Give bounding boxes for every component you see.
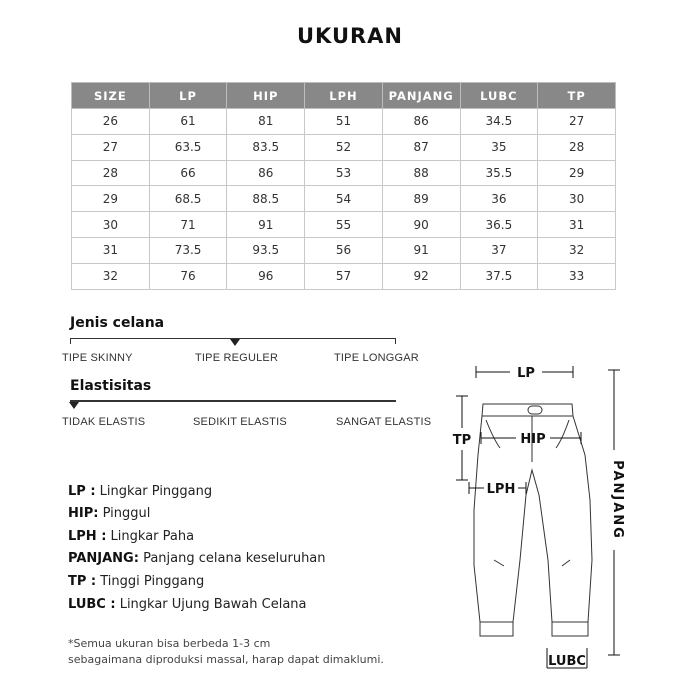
col-tp-header: TP — [538, 83, 616, 109]
table-cell: 81 — [227, 109, 305, 135]
table-cell: 51 — [305, 109, 383, 135]
table-cell: 73.5 — [149, 237, 227, 263]
table-cell: 35.5 — [460, 160, 538, 186]
legend-item-lp: LP : Lingkar Pinggang — [68, 484, 213, 499]
table-cell: 54 — [305, 186, 383, 212]
col-hip-header: HIP — [227, 83, 305, 109]
diagram-label-panjang: PANJANG — [610, 460, 625, 540]
table-cell: 87 — [382, 134, 460, 160]
diagram-label-lph: LPH — [486, 482, 516, 497]
table-cell: 35 — [460, 134, 538, 160]
table-cell: 37 — [460, 237, 538, 263]
elastisitas-title: Elastisitas — [70, 378, 152, 394]
table-cell: 61 — [149, 109, 227, 135]
dimension-lines — [456, 366, 620, 668]
table-cell: 90 — [382, 212, 460, 238]
table-cell: 68.5 — [149, 186, 227, 212]
table-cell: 57 — [305, 263, 383, 289]
table-cell: 29 — [538, 160, 616, 186]
disclaimer-note: *Semua ukuran bisa berbeda 1-3 cm sebagaimana diproduksi massal, harap dapat dimaklumi. — [68, 637, 384, 666]
table-cell: 88.5 — [227, 186, 305, 212]
legend-item-tp: TP : Tinggi Pinggang — [68, 574, 205, 589]
table-cell: 31 — [72, 237, 150, 263]
table-cell: 88 — [382, 160, 460, 186]
table-cell: 52 — [305, 134, 383, 160]
table-cell: 92 — [382, 263, 460, 289]
table-cell: 27 — [538, 109, 616, 135]
table-cell: 53 — [305, 160, 383, 186]
table-cell: 76 — [149, 263, 227, 289]
table-cell: 33 — [538, 263, 616, 289]
jenis-celana-title: Jenis celana — [70, 315, 165, 331]
col-panjang-header: PANJANG — [382, 83, 460, 109]
table-cell: 89 — [382, 186, 460, 212]
table-cell: 71 — [149, 212, 227, 238]
table-cell: 32 — [72, 263, 150, 289]
legend-item-panjang: PANJANG: Panjang celana keseluruhan — [68, 551, 326, 566]
table-cell: 63.5 — [149, 134, 227, 160]
table-cell: 29 — [72, 186, 150, 212]
legend-item-lph: LPH : Lingkar Paha — [68, 529, 195, 544]
legend-item-hip: HIP: Pinggul — [68, 506, 151, 521]
table-cell: 66 — [149, 160, 227, 186]
diagram-label-lubc: LUBC — [548, 654, 586, 669]
col-lph-header: LPH — [305, 83, 383, 109]
table-cell: 86 — [227, 160, 305, 186]
jenis-option-longgar: TIPE LONGGAR — [334, 352, 419, 364]
table-cell: 26 — [72, 109, 150, 135]
table-cell: 28 — [72, 160, 150, 186]
elastis-option-tidak: TIDAK ELASTIS — [62, 416, 146, 428]
table-cell: 34.5 — [460, 109, 538, 135]
table-cell: 30 — [72, 212, 150, 238]
table-cell: 37.5 — [460, 263, 538, 289]
jenis-option-reguler: TIPE REGULER — [195, 352, 279, 364]
table-cell: 93.5 — [227, 237, 305, 263]
diagram-label-lp: LP — [517, 366, 535, 381]
table-cell: 91 — [227, 212, 305, 238]
page-title: UKURAN — [296, 24, 403, 48]
col-lp-header: LP — [149, 83, 227, 109]
jenis-option-skinny: TIPE SKINNY — [62, 352, 133, 364]
elastis-option-sedikit: SEDIKIT ELASTIS — [193, 416, 287, 428]
table-cell: 27 — [72, 134, 150, 160]
table-cell: 36.5 — [460, 212, 538, 238]
table-cell: 83.5 — [227, 134, 305, 160]
table-cell: 32 — [538, 237, 616, 263]
table-cell: 86 — [382, 109, 460, 135]
table-cell: 31 — [538, 212, 616, 238]
table-cell: 30 — [538, 186, 616, 212]
table-cell: 91 — [382, 237, 460, 263]
table-cell: 55 — [305, 212, 383, 238]
table-cell: 28 — [538, 134, 616, 160]
col-lubc-header: LUBC — [460, 83, 538, 109]
diagram-label-hip: HIP — [520, 432, 546, 447]
elastis-option-sangat: SANGAT ELASTIS — [336, 416, 432, 428]
table-cell: 56 — [305, 237, 383, 263]
col-size-header: SIZE — [72, 83, 150, 109]
table-cell: 36 — [460, 186, 538, 212]
table-cell: 96 — [227, 263, 305, 289]
diagram-label-tp: TP — [452, 433, 472, 448]
legend-item-lubc: LUBC : Lingkar Ujung Bawah Celana — [68, 597, 307, 612]
